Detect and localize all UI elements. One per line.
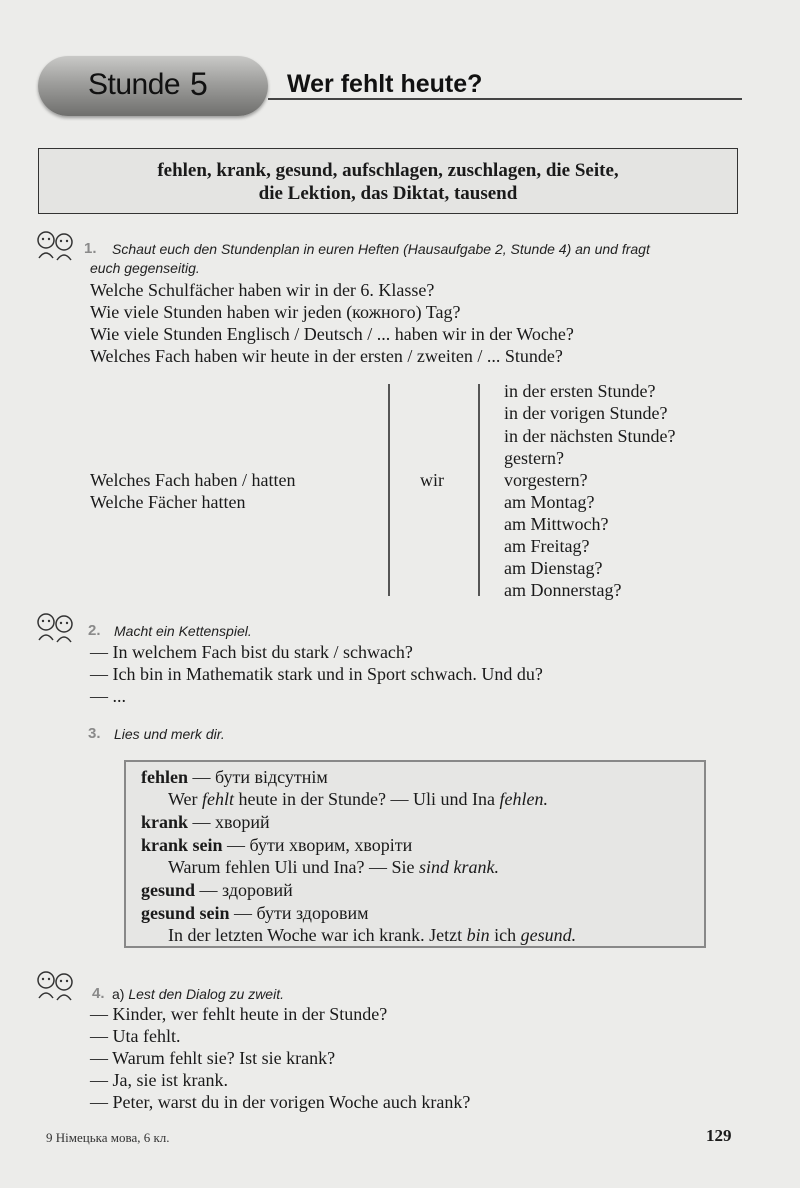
exercise-1-number: 1. bbox=[84, 240, 97, 257]
table-divider-left bbox=[388, 384, 390, 596]
table-left-phrase: Welches Fach haben / hatten bbox=[90, 470, 296, 490]
lesson-label: Stunde bbox=[88, 68, 181, 101]
header-rule bbox=[268, 98, 742, 100]
table-right-phrase: in der nächsten Stunde? bbox=[504, 426, 676, 446]
exercise-4-dialog-line: — Ja, sie ist krank. bbox=[90, 1070, 228, 1090]
table-right-phrase: am Donnerstag? bbox=[504, 580, 622, 600]
exercise-1-question: Welches Fach haben wir heute in der ersten / zweiten / ... Stunde? bbox=[90, 346, 563, 366]
table-middle-word: wir bbox=[420, 470, 444, 490]
table-right-phrase: vorgestern? bbox=[504, 470, 588, 490]
exercise-4-number: 4. bbox=[92, 985, 105, 1002]
footer-book-title: 9 Німецька мова, 6 кл. bbox=[46, 1130, 170, 1145]
table-right-phrase: am Mittwoch? bbox=[504, 514, 609, 534]
page-number: 129 bbox=[706, 1126, 732, 1145]
table-divider-right bbox=[478, 384, 480, 596]
vocabulary-line-1: fehlen, krank, gesund, aufschlagen, zuschlagen, die Seite, bbox=[157, 160, 619, 181]
definition-entry: gesund — здоровий bbox=[141, 880, 293, 900]
exercise-1-instruction-line-2: euch gegenseitig. bbox=[90, 260, 200, 276]
vocabulary-line-2: die Lektion, das Diktat, tausend bbox=[258, 183, 518, 204]
exercise-2-number: 2. bbox=[88, 622, 101, 639]
exercise-4-dialog-line: — Kinder, wer fehlt heute in der Stunde? bbox=[90, 1004, 388, 1024]
exercise-2-line: — ... bbox=[90, 686, 126, 706]
exercise-4-instruction: a) Lest den Dialog zu zweit. bbox=[112, 986, 284, 1002]
exercise-1-question: Welche Schulfächer haben wir in der 6. Klasse? bbox=[90, 280, 435, 300]
exercise-3-number: 3. bbox=[88, 725, 101, 742]
definition-example: In der letzten Woche war ich krank. Jetzt bin ich gesund. bbox=[168, 925, 577, 945]
table-right-phrase: am Dienstag? bbox=[504, 558, 603, 578]
definition-entry: krank — хворий bbox=[141, 812, 270, 832]
pair-work-icon bbox=[34, 968, 78, 1002]
exercise-4-dialog-line: — Peter, warst du in der vorigen Woche auch krank? bbox=[90, 1092, 471, 1112]
exercise-1-question: Wie viele Stunden Englisch / Deutsch / ... haben wir in der Woche? bbox=[90, 324, 574, 344]
table-left-phrase: Welche Fächer hatten bbox=[90, 492, 246, 512]
table-right-phrase: in der ersten Stunde? bbox=[504, 381, 656, 401]
exercise-2-line: — Ich bin in Mathematik stark und in Sport schwach. Und du? bbox=[90, 664, 543, 684]
exercise-3-instruction: Lies und merk dir. bbox=[114, 726, 225, 742]
table-right-phrase: gestern? bbox=[504, 448, 564, 468]
exercise-1-instruction-line-1: Schaut euch den Stundenplan in euren Heften (Hausaufgabe 2, Stunde 4) an und fragt bbox=[112, 241, 650, 257]
definition-example: Warum fehlen Uli und Ina? — Sie sind krank. bbox=[168, 857, 499, 877]
lesson-number: 5 bbox=[190, 66, 208, 102]
definition-entry: krank sein — бути хворим, хворіти bbox=[141, 835, 413, 855]
table-right-phrase: am Montag? bbox=[504, 492, 595, 512]
exercise-4-dialog-line: — Warum fehlt sie? Ist sie krank? bbox=[90, 1048, 336, 1068]
table-right-phrase: in der vorigen Stunde? bbox=[504, 403, 668, 423]
exercise-4-dialog-line: — Uta fehlt. bbox=[90, 1026, 181, 1046]
exercise-1-question: Wie viele Stunden haben wir jeden (кожного) Tag? bbox=[90, 302, 461, 322]
exercise-2-line: — In welchem Fach bist du stark / schwach? bbox=[90, 642, 413, 662]
definition-example: Wer fehlt heute in der Stunde? — Uli und Ina fehlen. bbox=[168, 789, 548, 809]
definition-entry: gesund sein — бути здоровим bbox=[141, 903, 369, 923]
page-title: Wer fehlt heute? bbox=[287, 70, 483, 98]
definition-entry: fehlen — бути відсутнім bbox=[141, 767, 328, 787]
exercise-2-instruction: Macht ein Kettenspiel. bbox=[114, 623, 252, 639]
pair-work-icon bbox=[34, 228, 78, 262]
table-right-phrase: am Freitag? bbox=[504, 536, 590, 556]
pair-work-icon bbox=[34, 610, 78, 644]
